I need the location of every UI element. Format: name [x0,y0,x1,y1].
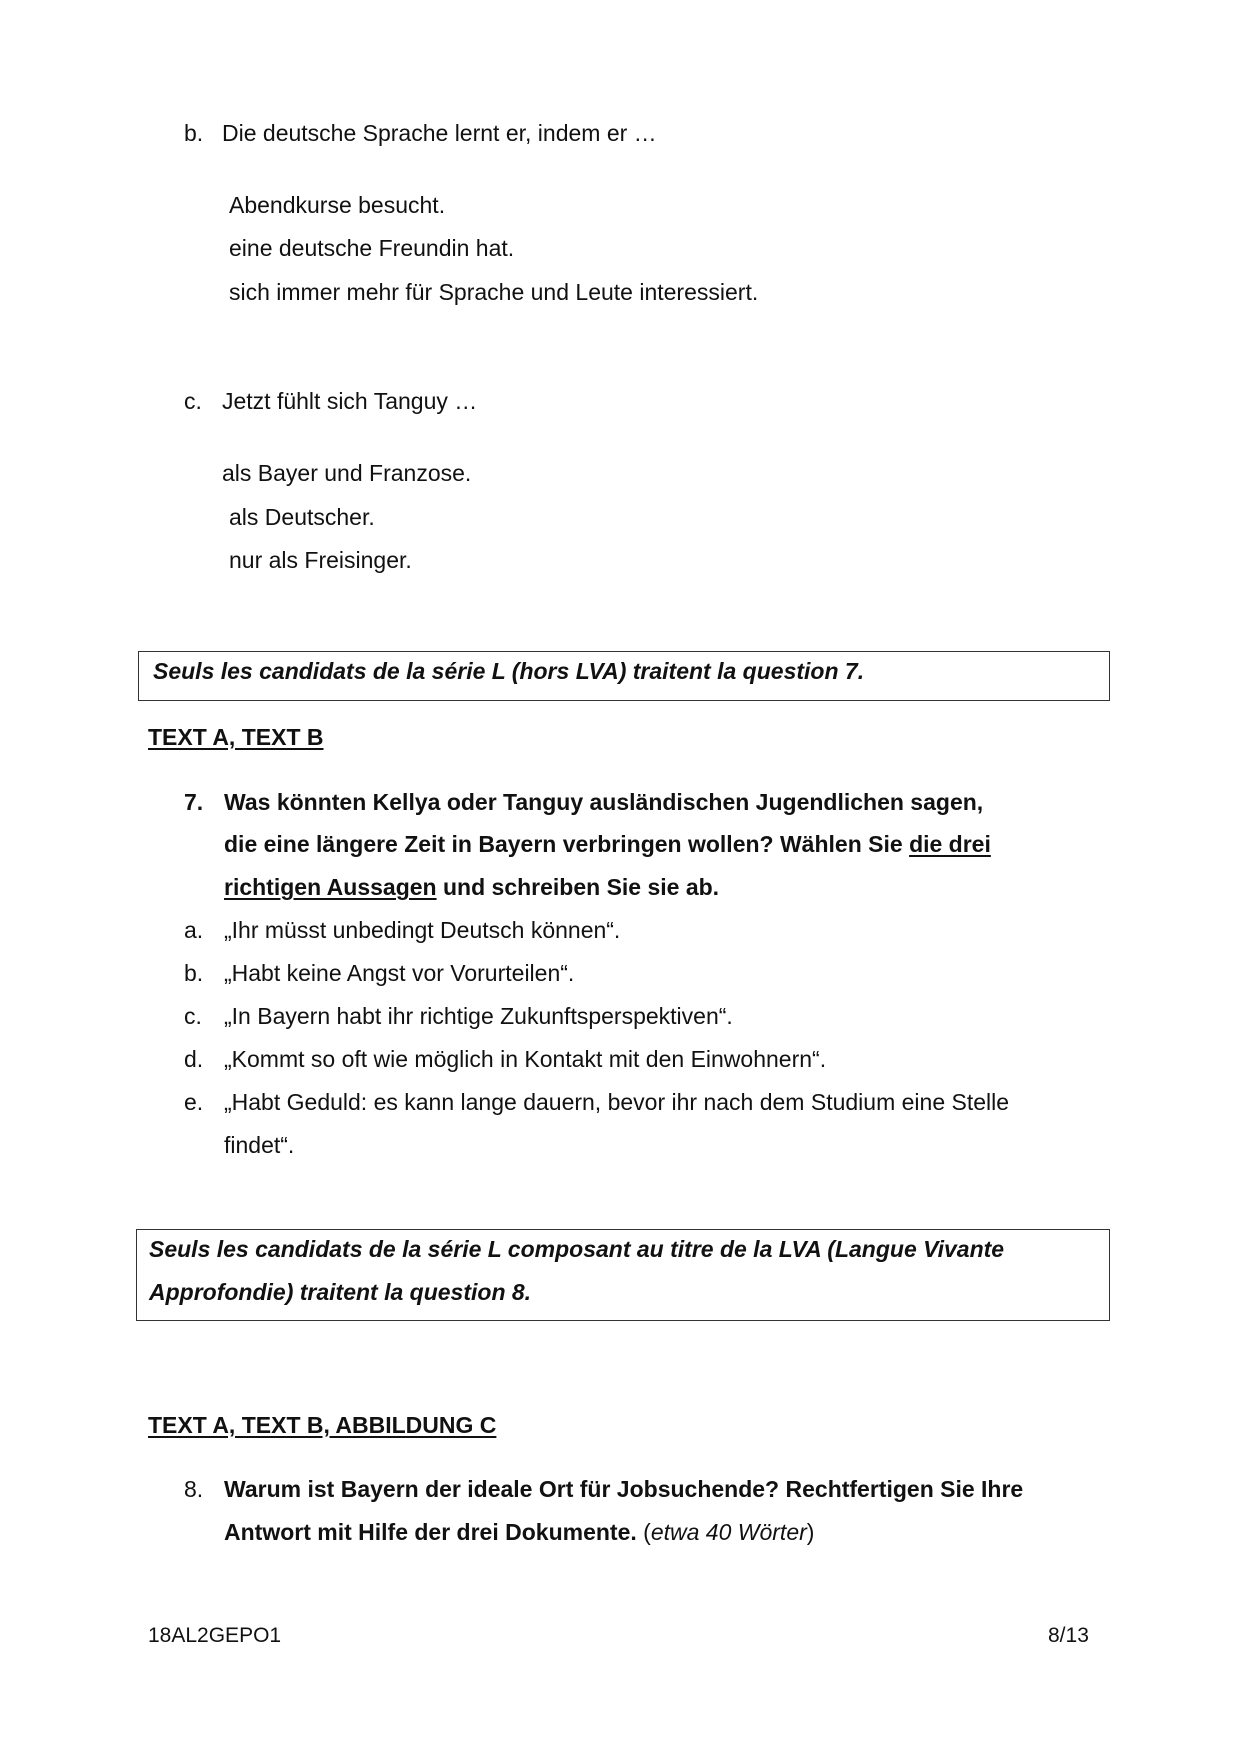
question-7-line-2 [224,833,991,856]
notice-question-8-line-1: Seuls les candidats de la série L composant au titre de la LVA (Langue Vivante [149,1236,1005,1262]
question-8-paren-close: ) [806,1519,815,1545]
section-heading-text-a-b-abbildung-c: TEXT A, TEXT B, ABBILDUNG C [148,1412,497,1438]
notice-box-question-8 [136,1229,1110,1321]
question-7-underlined-die-drei: die drei [909,831,991,857]
question-b-option: sich immer mehr für Sprache und Leute interessiert. [229,279,759,305]
question-7-line-1: Was könnten Kellya oder Tanguy ausländischen Jugendlichen sagen, [224,789,984,815]
question-c-marker: c. [184,388,202,414]
section-heading-text-a-b: TEXT A, TEXT B [148,724,324,750]
question-b-prompt: Die deutsche Sprache lernt er, indem er … [222,120,657,146]
question-7-underlined-richtigen-aussagen: richtigen Aussagen [224,874,437,900]
answer-marker: d. [184,1046,204,1072]
question-8-line-2-bold: Antwort mit Hilfe der drei Dokumente. [224,1519,637,1545]
question-b-option: eine deutsche Freundin hat. [229,235,515,261]
question-c-option: als Bayer und Franzose. [222,460,472,486]
footer-exam-code: 18AL2GEPO1 [148,1624,282,1647]
answer-marker: c. [184,1003,202,1029]
question-7-line-2-start: die eine längere Zeit in Bayern verbringen wollen? Wählen Sie [224,831,910,857]
question-8-paren-open: ( [636,1519,651,1545]
answer-text: „Kommt so oft wie möglich in Kontakt mit den Einwohnern“. [224,1046,827,1072]
answer-marker: a. [184,917,204,943]
question-b-option: Abendkurse besucht. [229,192,446,218]
answer-text: „Habt keine Angst vor Vorurteilen“. [224,960,575,986]
answer-marker: e. [184,1089,204,1115]
answer-text: „In Bayern habt ihr richtige Zukunftsperspektiven“. [224,1003,733,1029]
answer-text: „Habt Geduld: es kann lange dauern, bevor ihr nach dem Studium eine Stelle [224,1089,1010,1115]
question-b-marker: b. [184,120,204,146]
question-8-line-1: Warum ist Bayern der ideale Ort für Jobsuchende? Rechtfertigen Sie Ihre [224,1476,1024,1502]
answer-text-continuation: findet“. [224,1132,295,1158]
question-7-line-3 [224,876,719,899]
question-7-number: 7. [184,789,204,815]
answer-marker: b. [184,960,204,986]
answer-text: „Ihr müsst unbedingt Deutsch können“. [224,917,621,943]
question-8-line-2 [224,1521,814,1544]
notice-question-7-text: Seuls les candidats de la série L (hors LVA) traitent la question 7. [153,658,865,684]
question-c-option: nur als Freisinger. [229,547,412,573]
question-c-prompt: Jetzt fühlt sich Tanguy … [222,388,478,414]
question-7-line-3-end: und schreiben Sie sie ab. [436,874,720,900]
question-8-number: 8. [184,1476,204,1502]
notice-box-question-7 [138,651,1110,701]
question-8-word-count: etwa 40 Wörter [650,1519,807,1545]
footer-page-number: 8/13 [1048,1624,1089,1647]
question-c-option: als Deutscher. [229,504,375,530]
notice-question-8-line-2: Approfondie) traitent la question 8. [149,1279,532,1305]
